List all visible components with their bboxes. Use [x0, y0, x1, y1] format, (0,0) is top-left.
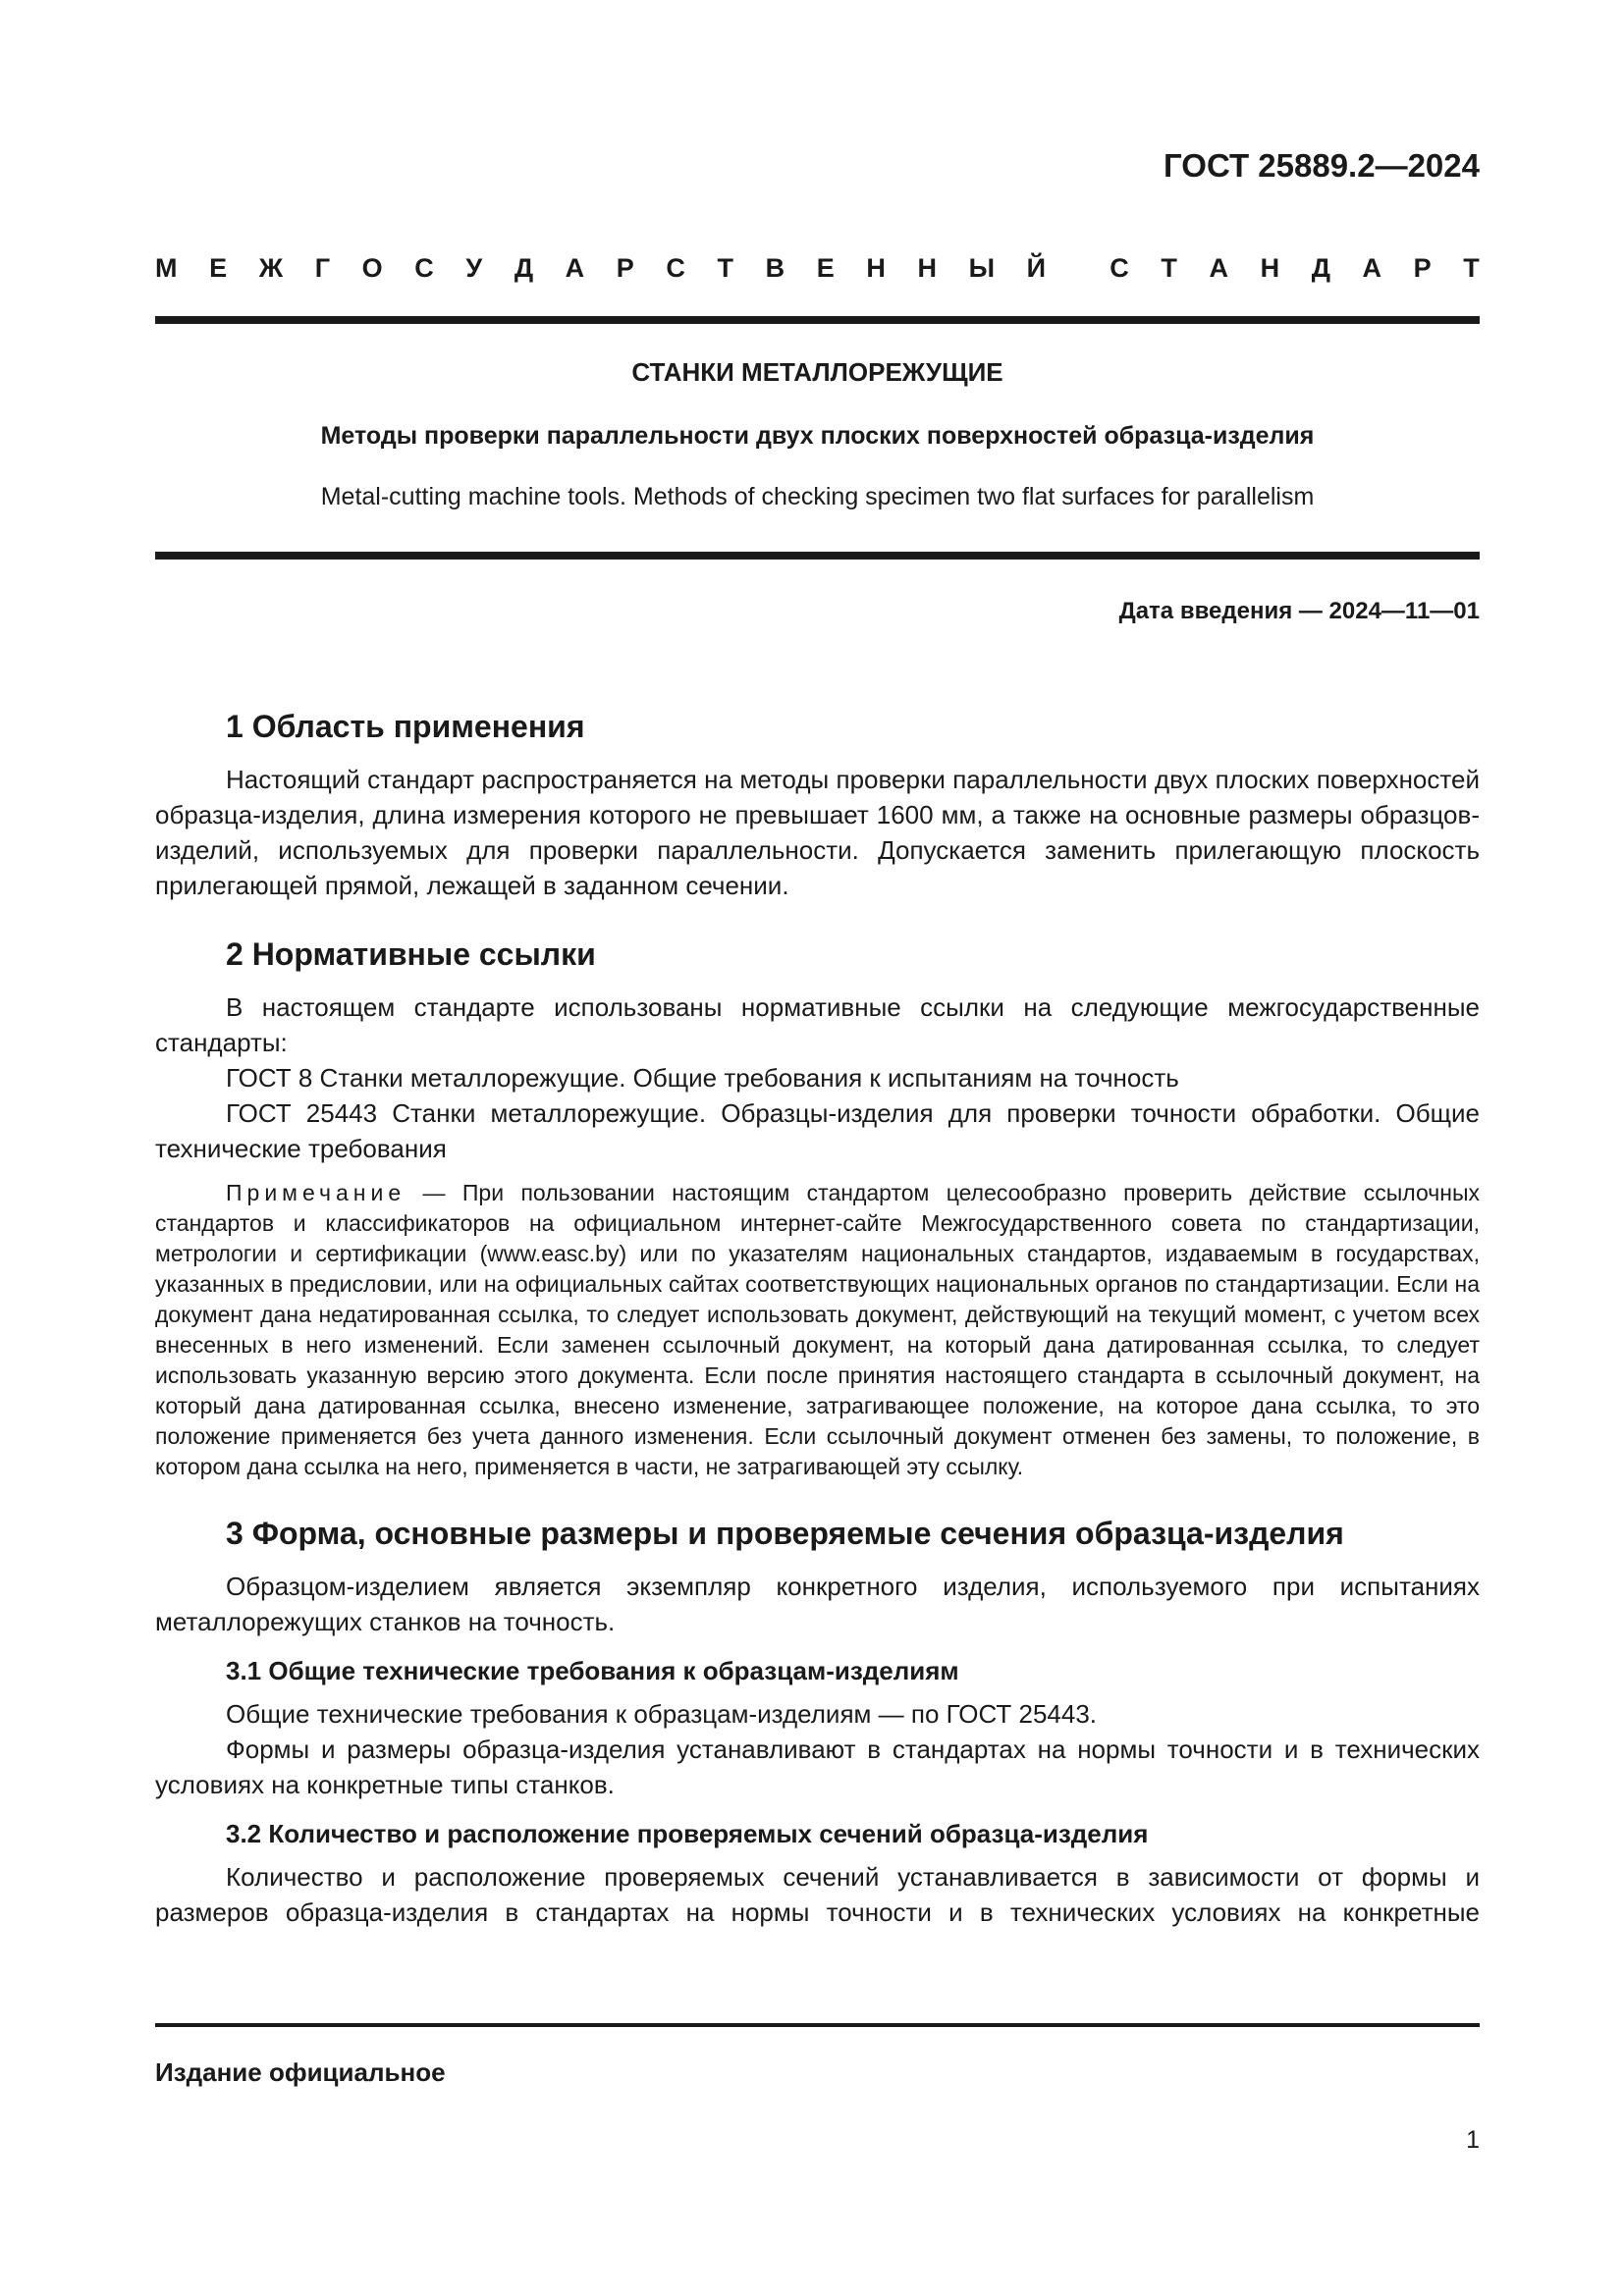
note-text: — При пользовании настоящим стандартом целесообразно проверить действие ссылочных стандартов и классификаторов на официальном интернет-сайте Межгосударственного совета по стандартизации, метрологии и сертификации (www.easc.by) или по указателям национальных стандартов, издаваемым в государствах, указанных в предисловии, или на официальных сайтах соответствующих национальных органов по стандартизации. Если на документ дана недатированная ссылка, то следует использовать документ, действующий на текущий момент, с учетом всех внесенных в него изменений. Если заменен ссылочный документ, на который дана датированная ссылка, то следует использовать указанную версию этого документа. Если после принятия настоящего стандарта в ссылочный документ, на который дана датированная ссылка, внесено изменение, затрагивающее положение, на которое дана ссылка, то это положение применяется без учета данного изменения. Если ссылочный документ отменен без замены, то положение, в котором дана ссылка на него, применяется в части, не затрагивающей эту ссылку.	[155, 1180, 1480, 1479]
gost-number: ГОСТ 25889.2—2024	[1164, 147, 1480, 184]
section-3-1-heading: 3.1 Общие технические требования к образцам-изделиям	[226, 1656, 959, 1685]
banner-letter: Ы	[968, 253, 996, 283]
banner-letter: С	[1110, 253, 1129, 283]
banner-letter: Г	[314, 253, 331, 283]
top-rule	[155, 316, 1480, 324]
banner-letter: Й	[1026, 253, 1047, 283]
introduction-date: Дата введения — 2024—11—01	[1118, 598, 1480, 624]
official-edition-label: Издание официальное	[155, 2057, 446, 2087]
banner-letter: Ж	[258, 253, 284, 283]
section-3-1-paragraph-1: Общие технические требования к образцам-изделиям — по ГОСТ 25443.	[226, 1699, 1098, 1729]
section-3-2-heading: 3.2 Количество и расположение проверяемых сечений образца-изделия	[226, 1819, 1149, 1848]
banner-letter: Р	[616, 253, 634, 283]
page-number: 1	[1466, 2126, 1480, 2154]
document-title: СТАНКИ МЕТАЛЛОРЕЖУЩИЕ	[631, 357, 1003, 387]
banner-letter: С	[414, 253, 434, 283]
document-title-english: Metal-cutting machine tools. Methods of checking specimen two flat surfaces for parallelism	[320, 483, 1315, 510]
banner-letter: В	[765, 253, 785, 283]
document-body	[155, 705, 1480, 1930]
banner-letter: Е	[209, 253, 228, 283]
banner-letter: Т	[1463, 253, 1480, 283]
note-paragraph	[155, 1178, 1480, 1482]
banner-letter: А	[565, 253, 585, 283]
banner-letter: М	[155, 253, 178, 283]
section-3-2-paragraph: Количество и расположение проверяемых сечений устанавливается в зависимости от формы и размеров образца-изделия в стандартах на нормы точности и в технических условиях на конкретные	[155, 1862, 1480, 1927]
document-subtitle: Методы проверки параллельности двух плоских поверхностей образца-изделия	[320, 422, 1315, 450]
banner-letter: Е	[816, 253, 835, 283]
banner-letter: Н	[866, 253, 886, 283]
banner-letter: Н	[917, 253, 937, 283]
footer-rule	[155, 2023, 1480, 2027]
banner-letter: Н	[1260, 253, 1280, 283]
reference-gost-25443: ГОСТ 25443 Станки металлорежущие. Образцы-изделия для проверки точности обработки. Общие технические требования	[155, 1098, 1480, 1163]
reference-gost-8: ГОСТ 8 Станки металлорежущие. Общие требования к испытаниям на точность	[226, 1063, 1179, 1093]
banner-letter: У	[465, 253, 483, 283]
banner-letter: Т	[717, 253, 734, 283]
banner-letter: А	[1209, 253, 1228, 283]
section-2-paragraph: В настоящем стандарте использованы нормативные ссылки на следующие межгосударственные стандарты:	[155, 992, 1480, 1057]
section-3-paragraph: Образцом-изделием является экземпляр конкретного изделия, используемого при испытаниях металлорежущих станков на точность.	[155, 1572, 1480, 1636]
banner-letter: Д	[514, 253, 534, 283]
title-rule	[155, 552, 1480, 560]
banner-letter: Д	[1311, 253, 1330, 283]
banner-letter: А	[1362, 253, 1382, 283]
banner-letter: О	[361, 253, 383, 283]
banner-letter: Т	[1161, 253, 1177, 283]
section-1-paragraph: Настоящий стандарт распространяется на методы проверки параллельности двух плоских поверхностей образца-изделия, длина измерения которого не превышает 1600 мм, а также на основные размеры образцов-изделий, используемых для проверки параллельности. Допускается заменить прилегающую плоскость прилегающей прямой, лежащей в заданном сечении.	[155, 765, 1480, 900]
banner-letter: Р	[1413, 253, 1432, 283]
banner-letter: С	[666, 253, 685, 283]
note-label: Примечание	[226, 1180, 406, 1205]
interstate-standard-banner	[155, 253, 1480, 284]
section-3-heading: 3 Форма, основные размеры и проверяемые сечения образца-изделия	[226, 1516, 1344, 1551]
section-1-heading: 1 Область применения	[226, 709, 585, 744]
section-2-heading: 2 Нормативные ссылки	[226, 936, 596, 972]
section-3-1-paragraph-2: Формы и размеры образца-изделия устанавливают в стандартах на нормы точности и в технических условиях на конкретные типы станков.	[155, 1735, 1480, 1799]
